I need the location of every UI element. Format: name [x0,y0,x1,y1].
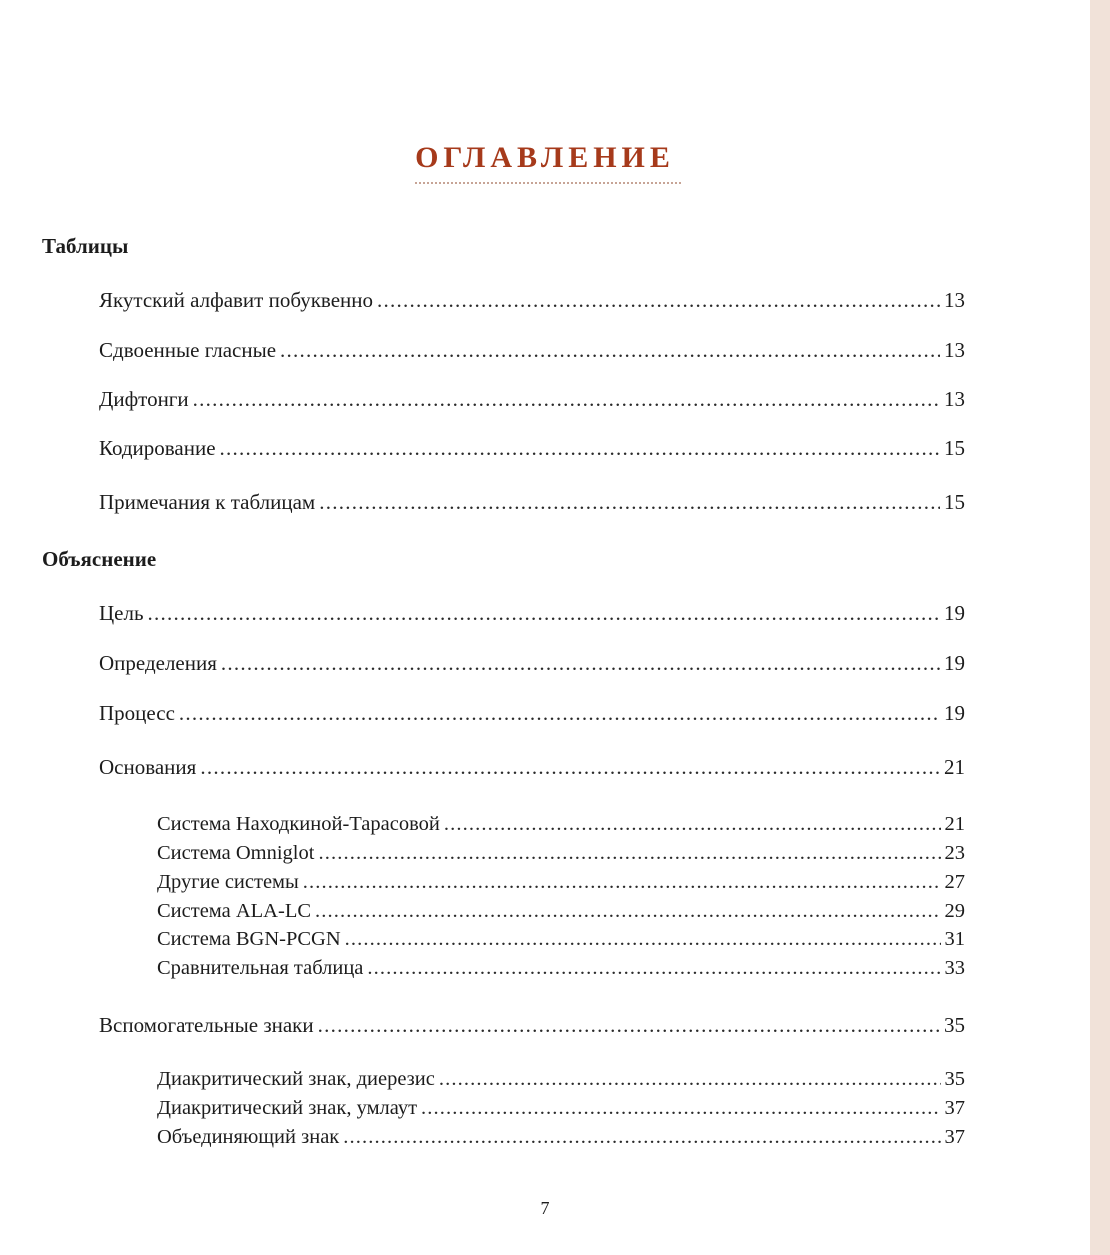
toc-entry[interactable] [99,1012,965,1038]
toc-subentry-page: 31 [944,928,965,950]
toc-subentry-page: 37 [944,1097,965,1119]
toc-subentry-page: 35 [944,1068,965,1090]
dot-leader [200,754,940,780]
toc-entry-label: Кодирование [99,436,216,460]
toc-entry[interactable] [99,754,965,780]
dot-leader [148,600,940,626]
toc-entry-label: Цель [99,601,144,625]
toc-entry-page: 15 [944,436,965,460]
toc-subentry[interactable] [157,898,965,924]
dot-leader [343,1124,940,1150]
toc-subentry-page: 33 [944,957,965,979]
toc-entry[interactable] [99,287,965,313]
toc-subentry-label: Система BGN-PCGN [157,928,341,950]
dot-leader [367,955,940,981]
toc-subentry-label: Диакритический знак, умлаут [157,1097,418,1119]
toc-entry-page: 19 [944,651,965,675]
toc-subentry[interactable] [157,1124,965,1150]
toc-entry-page: 21 [944,755,965,779]
toc-entry[interactable] [99,435,965,461]
toc-entry[interactable] [99,650,965,676]
dot-leader [221,650,940,676]
dot-leader [193,386,940,412]
section-heading-tables: Таблицы [42,234,129,258]
dot-leader [315,898,940,924]
page-edge [1090,0,1110,1255]
dot-leader [303,869,941,895]
toc-subentry-page: 23 [944,842,965,864]
dot-leader [319,489,940,515]
toc-entry-label: Определения [99,651,217,675]
dot-leader [439,1066,941,1092]
dot-leader [377,287,940,313]
dot-leader [318,1012,940,1038]
toc-subentry-label: Диакритический знак, диерезис [157,1068,435,1090]
toc-entry[interactable] [99,600,965,626]
toc-entry-page: 13 [944,338,965,362]
toc-subentry[interactable] [157,840,965,866]
toc-entry-label: Основания [99,755,197,779]
toc-entry-label: Процесс [99,701,175,725]
toc-entry-page: 19 [944,601,965,625]
toc-subentry[interactable] [157,926,965,952]
toc-subentry-label: Система ALA-LC [157,900,312,922]
dot-leader [280,337,940,363]
toc-entry-label: Вспомогательные знаки [99,1013,314,1037]
toc-subentry-page: 27 [944,871,965,893]
dot-leader [444,811,941,837]
toc-subentry-page: 29 [944,900,965,922]
toc-subentry[interactable] [157,811,965,837]
toc-entry[interactable] [99,489,965,515]
dot-leader [179,700,940,726]
toc-title: ОГЛАВЛЕНИЕ [415,141,675,174]
toc-subentry[interactable] [157,1095,965,1121]
dot-leader [345,926,941,952]
toc-entry[interactable] [99,386,965,412]
toc-entry-page: 13 [944,288,965,312]
dot-leader [421,1095,940,1121]
toc-entry-page: 15 [944,490,965,514]
toc-subentry-label: Система Omniglot [157,842,315,864]
dot-leader [318,840,940,866]
toc-entry-page: 19 [944,701,965,725]
toc-entry-label: Сдвоенные гласные [99,338,277,362]
toc-subentry[interactable] [157,955,965,981]
page-number: 7 [540,1198,550,1218]
title-dotted-rule [415,182,681,184]
toc-entry[interactable] [99,337,965,363]
toc-entry-label: Дифтонги [99,387,189,411]
toc-entry-page: 35 [944,1013,965,1037]
section-heading-explanation: Объяснение [42,547,157,571]
toc-subentry-page: 37 [944,1126,965,1148]
toc-subentry-label: Другие системы [157,871,299,893]
toc-subentry-label: Система Находкиной-Тарасовой [157,813,440,835]
toc-subentry-label: Объединяющий знак [157,1126,340,1148]
toc-subentry-label: Сравнительная таблица [157,957,364,979]
toc-entry[interactable] [99,700,965,726]
toc-subentry-page: 21 [944,813,965,835]
toc-subentry[interactable] [157,1066,965,1092]
toc-entry-page: 13 [944,387,965,411]
toc-subentry[interactable] [157,869,965,895]
dot-leader [220,435,940,461]
toc-entry-label: Примечания к таблицам [99,490,316,514]
toc-entry-label: Якутский алфавит побуквенно [99,288,374,312]
